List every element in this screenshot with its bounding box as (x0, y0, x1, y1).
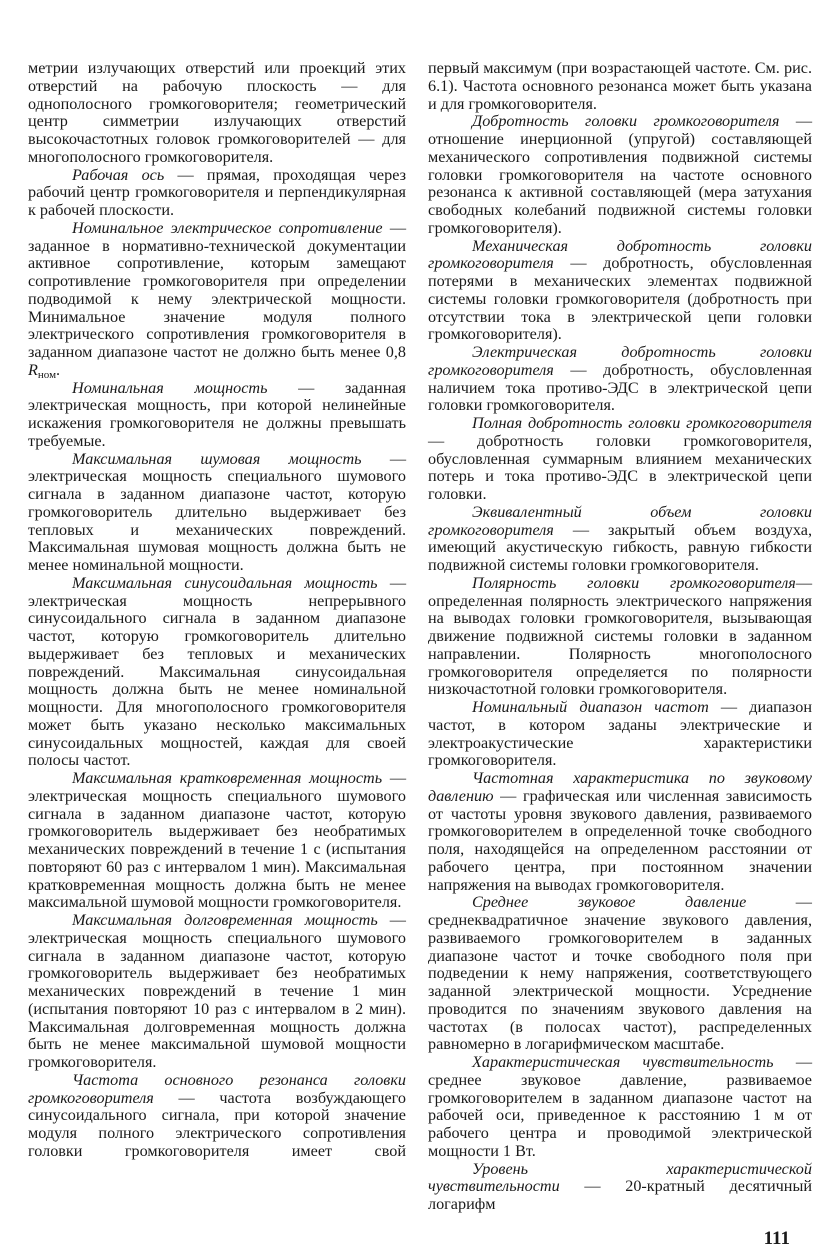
definition-text: — электрическая мощность специального шумового сигнала в заданном диапазоне частот, которую громкоговоритель выдерживает без необратимых механических повреждений в течение 1 с (испытания повторяют 60 раз с интервалом 1 мин). Максимальная кратковременная мощность должна быть не менее максимальной шумовой мощности громкоговорителя. (28, 769, 407, 912)
definition-text: — прямая, проходящая через рабочий центр громкоговорителя и перпендикулярная к рабочей плоскости. (28, 165, 406, 219)
definition-text: — частота возбуждающего синусоидального сигнала, при которой значение модуля полного электрического сопротивления головки громкоговорителя имеет свой (28, 1088, 406, 1160)
paragraph: первый максимум (при возрастающей частоте. См. рис. 6.1). Частота основного резонанса может быть указана и для громкоговорителя. (428, 59, 812, 113)
definition-text: — 20-кратный десятичный логарифм (428, 1177, 812, 1213)
term: Рабочая ось (72, 165, 165, 184)
definition-max-noise-power (28, 451, 406, 575)
definition-text: — графическая или численная зависимость от частоты уровня звукового давления, развиваемого громкоговорителем в определенной точке свободного поля, находящейся на определенном расстоянии от рабочего центра, при постоянном значении напряжения на выводах громкоговорителя. (428, 786, 812, 894)
term: Частотная характеристика по звуковому давлению (428, 769, 812, 805)
term: Добротность головки громкоговорителя (472, 112, 780, 131)
definition-text: — электрическая мощность непрерывного синусоидального сигнала в заданном диапазоне частот, которую громкоговоритель длительно выдерживает без тепловых и механических повреждений. Максимальная синусоидальная мощность должна быть не менее номинальной мощности. Для многополосного громкоговорителя может быть указано несколько максимальных синусоидальных мощностей, каждая для своей полосы частот. (28, 573, 406, 770)
definition-max-sine-power (28, 575, 406, 770)
definition-sensitivity (428, 1054, 812, 1161)
paragraph: метрии излучающих отверстий или проекций этих отверстий на рабочую плоскость — для однополосного громкоговорителя; геометрический центр симметрии излучающих отверстий высокочастотных головок громкоговорителей — для многополосного громкоговорителя. (28, 59, 406, 166)
term: Уровень характеристической чувствительности (428, 1159, 812, 1196)
term: Максимальная синусоидальная мощность (72, 573, 378, 592)
definition-text: — добротность, обусловленная потерями в механических элементах подвижной системы головки громкоговорителя (добротность при отсутствии тока в электрической цепи головки громкоговорителя). (428, 254, 812, 344)
page-number: 111 (763, 1227, 790, 1249)
definition-text: — среднеквадратичное значение звукового давления, развиваемого громкоговорителем в заданных диапазоне частот и точке свободного поля при подведении к нему напряжения, соответствующего заданной электрической мощности. Усреднение проводится по значениям звукового давления на частотах (в полосах частот), распределенных равномерно в логарифмическом масштабе. (428, 893, 812, 1054)
term: Номинальный диапазон частот (472, 698, 709, 716)
term: Полярность головки громкоговорителя (472, 573, 796, 592)
definition-end: . (56, 360, 61, 379)
definition-equivalent-volume (428, 504, 812, 575)
definition-frequency-range (428, 699, 812, 770)
term: Частота основного резонанса головки громкоговорителя (28, 1070, 406, 1107)
definition-text: — заданная электрическая мощность, при которой нелинейные искажения громкоговорителя не должны превышать требуемые. (28, 378, 406, 450)
definition-q-factor (428, 113, 812, 237)
term: Максимальная кратковременная мощность (72, 769, 383, 787)
definition-max-long-term-power (28, 912, 406, 1072)
definition-text: — электрическая мощность специального шумового сигнала в заданном диапазоне частот, которую громкоговоритель выдерживает без необратимых механических повреждений в течение 1 мин (испытания повторяют 10 раз с интервалом в 2 мин). Максимальная долговременная мощность должна быть не менее максимальной шумовой мощности громкоговорителя. (28, 911, 406, 1071)
left-column (28, 60, 406, 1161)
definition-max-short-term-power (28, 770, 406, 912)
definition-nominal-resistance (28, 220, 406, 380)
term: Среднее звуковое давление (472, 893, 747, 912)
definition-text: — добротность, обусловленная наличием тока противо-ЭДС в электрической цепи головки громкоговорителя. (428, 360, 812, 415)
term: Характеристическая чувствительность (472, 1053, 774, 1071)
definition-nominal-power (28, 380, 406, 451)
term: Максимальная шумовая мощность (72, 449, 362, 468)
definition-mechanical-q (428, 238, 812, 345)
definition-text: — заданное в нормативно-технической документации активное сопротивление, которым замещают сопротивление громкоговорителя при определении подводимой к нему электрической мощности. Минимальное значение модуля полного электрического сопротивления громкоговорителя в заданном диапазоне частот не должно быть менее 0,8 (28, 218, 406, 361)
definition-text: —определенная полярность электрического напряжения на выводах головки громкоговорителя, вызывающая движение подвижной системы головки в заданном направлении. Полярность многополосного громкоговорителя определяется по полярности низкочастотной головки громкоговорителя. (428, 573, 812, 699)
term: Номинальное электрическое сопротивление (72, 218, 383, 237)
definition-working-axis (28, 167, 406, 220)
definition-text: — диапазон частот, в котором заданы электрические и электроакустические характеристики громкоговорителя. (428, 698, 812, 770)
term: Эквивалентный объем головки громкоговорителя (428, 502, 812, 539)
formula-symbol: R (28, 360, 38, 379)
term: Полная добротность головки громкоговорителя (472, 414, 812, 432)
definition-electrical-q (428, 344, 812, 415)
right-column (428, 60, 812, 1250)
definition-frequency-response (428, 770, 812, 894)
definition-text: — среднее звуковое давление, развиваемое громкоговорителем в заданном диапазоне частот на рабочей оси, приведенное к расстоянию 1 м от рабочего центра и проводимой электрической мощности 1 Вт. (428, 1053, 813, 1160)
formula-subscript: ном (37, 368, 57, 381)
definition-text: — отношение инерционной (упругой) составляющей механического сопротивления подвижной системы головки громкоговорителя на частоте основного резонанса к активной составляющей (мера затухания свободных колебаний подвижной системы головки громкоговорителя). (428, 112, 813, 237)
term: Электрическая добротность головки громкоговорителя (428, 343, 812, 379)
definition-mean-pressure (428, 894, 812, 1054)
definition-text: — добротность головки громкоговорителя, обусловленная суммарным влиянием механических потерь и тока противо-ЭДС в электрической цепи головки. (428, 431, 812, 503)
term: Механическая добротность головки громкоговорителя (428, 236, 812, 273)
term: Максимальная долговременная мощность (72, 911, 378, 929)
definition-text: — закрытый объем воздуха, имеющий акустическую гибкость, равную гибкости подвижной системы головки громкоговорителя. (428, 520, 812, 574)
definition-text: — электрическая мощность специального шумового сигнала в заданном диапазоне частот, которую громкоговоритель длительно выдерживает без тепловых и механических повреждений. Максимальная шумовая мощность должна быть не менее номинальной мощности. (28, 449, 406, 574)
term: Номинальная мощность (72, 378, 268, 397)
definition-polarity (428, 575, 812, 699)
definition-total-q (428, 415, 812, 504)
definition-resonance-frequency (28, 1072, 406, 1161)
definition-sensitivity-level (428, 1161, 812, 1214)
